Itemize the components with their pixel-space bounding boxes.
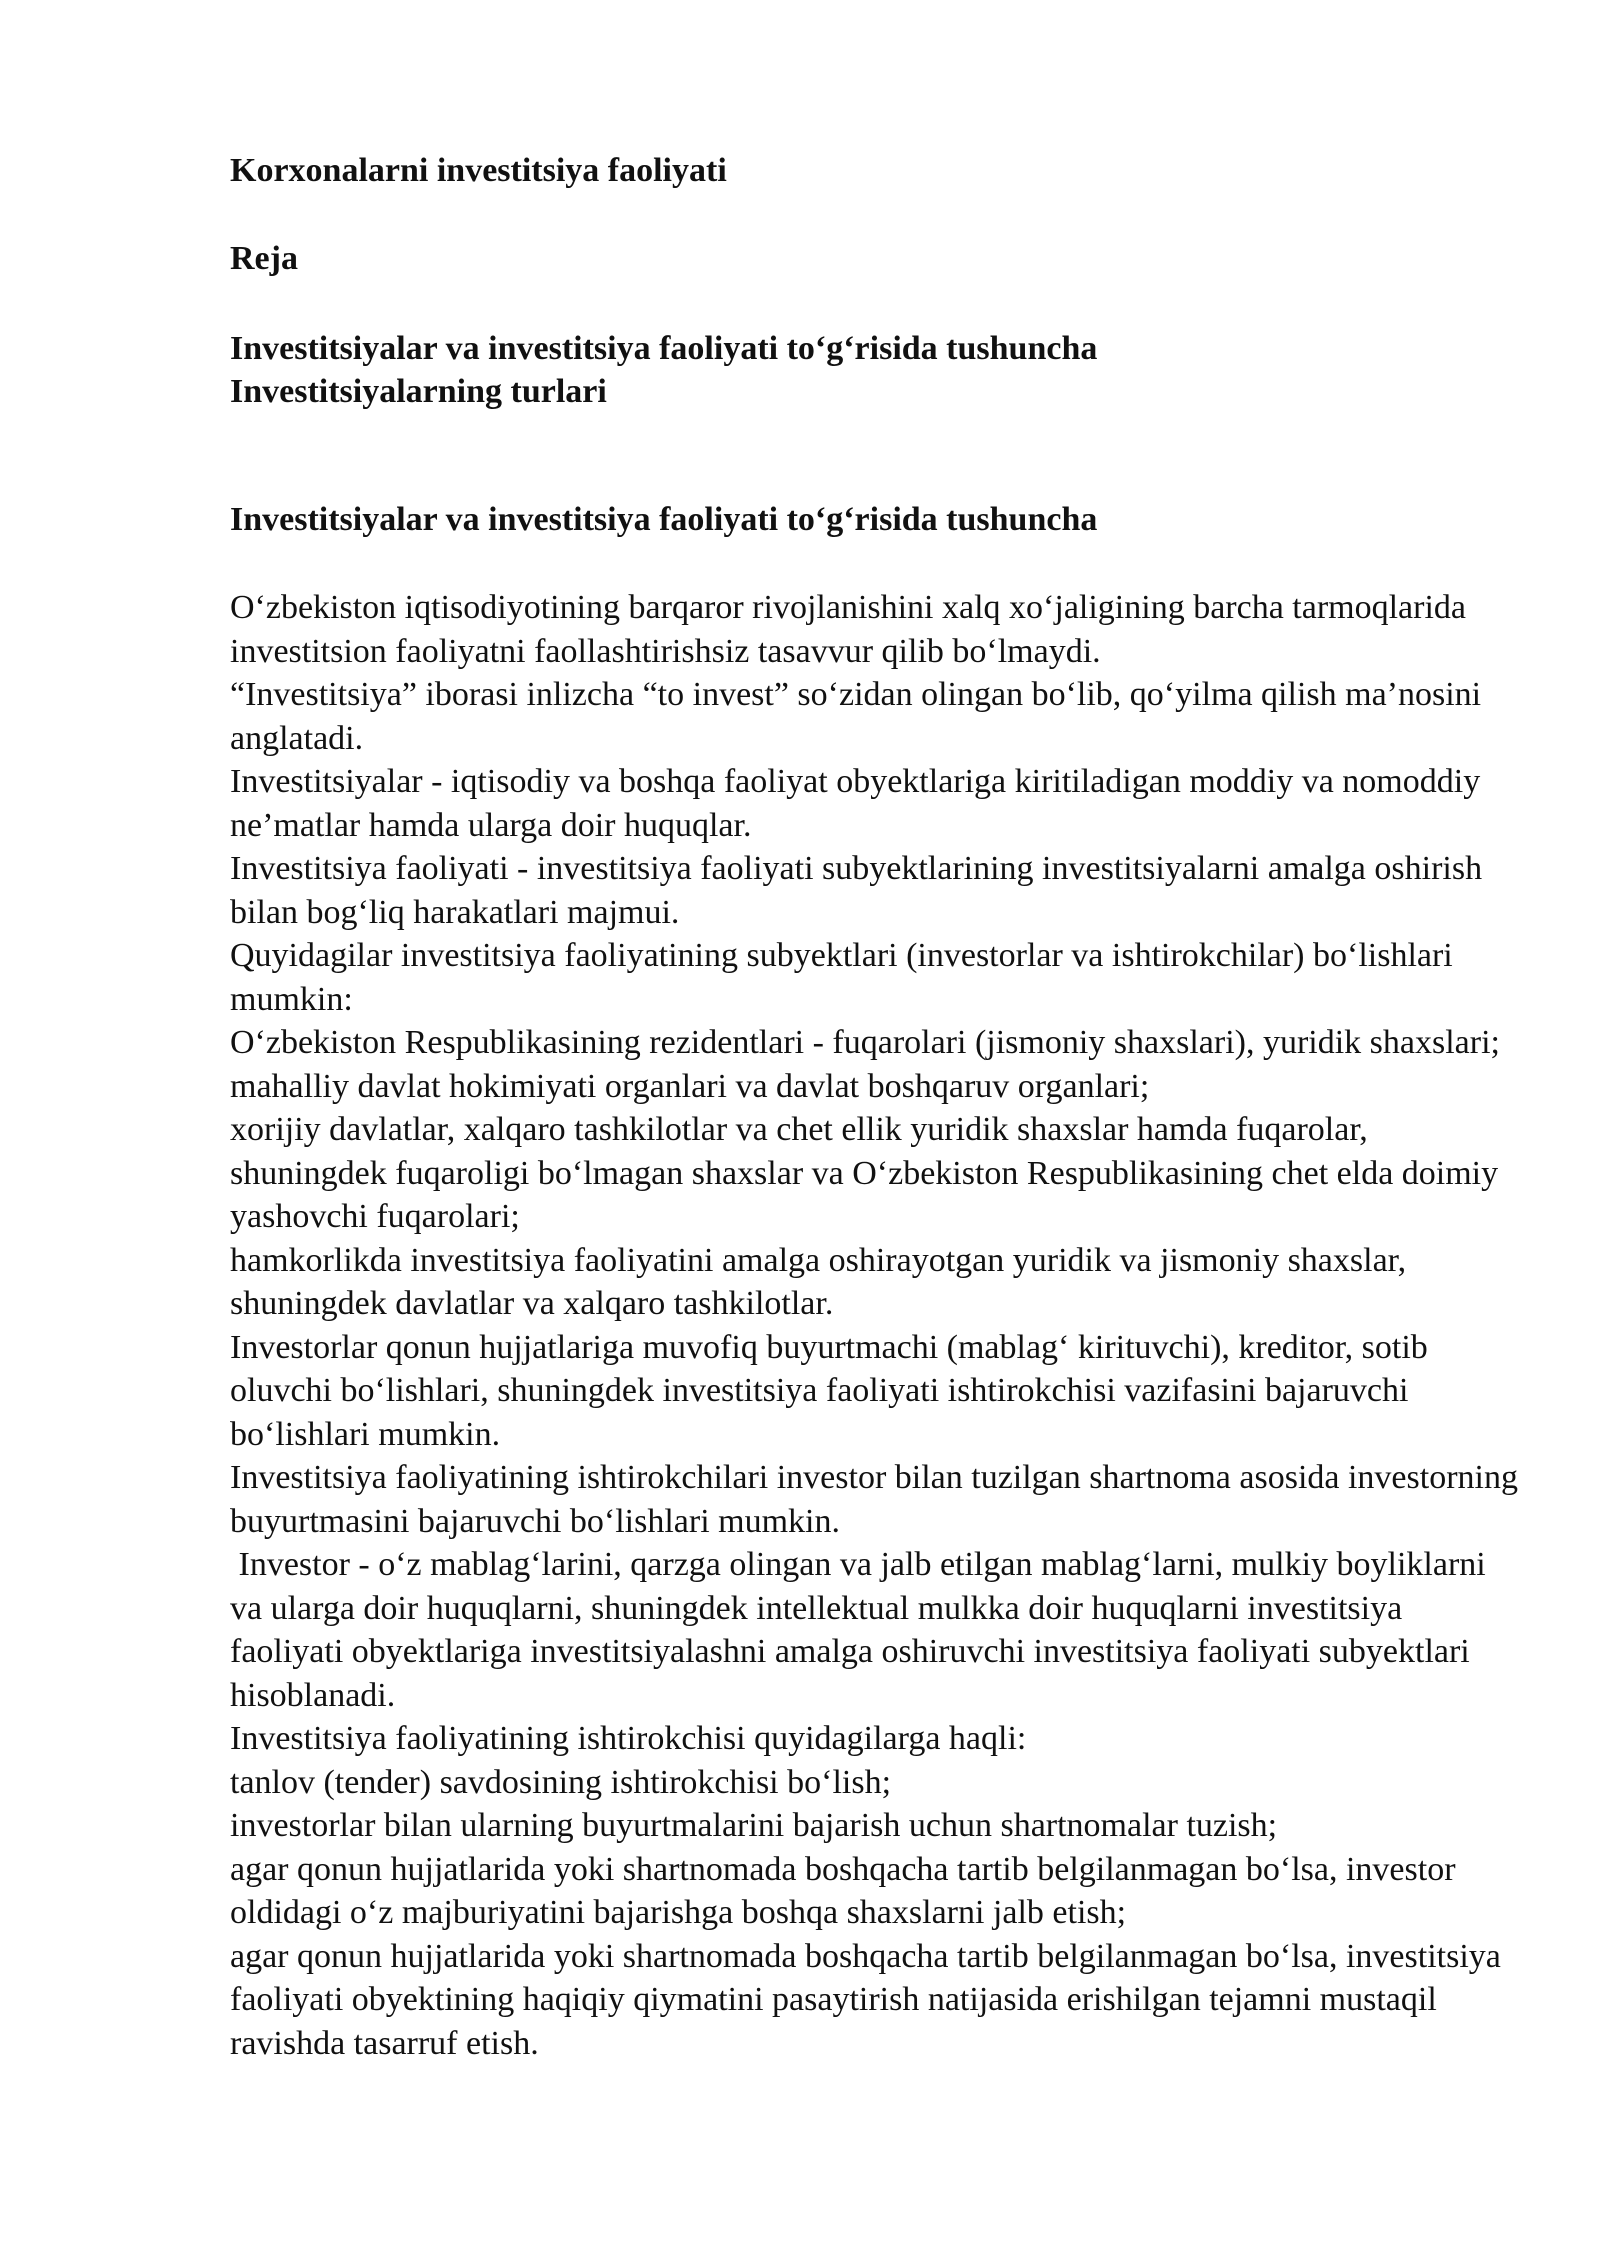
paragraph: tanlov (tender) savdosining ishtirokchisi bo‘lish;: [230, 1763, 892, 1801]
paragraph: Quyidagilar investitsiya faoliyatining subyektlari (investorlar va ishtirokchilar) bo‘lishlari mumkin:: [230, 937, 1462, 1018]
document-title: Korxonalarni investitsiya faoliyati: [230, 152, 727, 189]
paragraph: investorlar bilan ularning buyurtmalarini bajarish uchun shartnomalar tuzish;: [230, 1807, 1278, 1844]
paragraph: Investitsiya faoliyatining ishtirokchisi quyidagilarga haqli:: [230, 1720, 1027, 1757]
paragraph: Investitsiya faoliyati - investitsiya faoliyati subyektlarining investitsiyalarni amalga oshirish bilan bog‘liq harakatlari majmui.: [230, 850, 1491, 931]
paragraph: hamkorlikda investitsiya faoliyatini amalga oshirayotgan yuridik va jismoniy shaxslar, shuningdek davlatlar va xalqaro tashkilotlar.: [230, 1241, 1415, 1322]
paragraph: Investor - o‘z mablag‘larini, qarzga olingan va jalb etilgan mablag‘larni, mulkiy boyliklarni va ularga doir huquqlarni, shuningdek intellektual mulkka doir huquqlarni investitsiya faoliyati obyektlariga investitsiyalashni amalga oshiruvchi investitsiya faoliyati subyektlari hisoblanadi.: [230, 1546, 1495, 1714]
paragraph: agar qonun hujjatlarida yoki shartnomada boshqacha tartib belgilanmagan bo‘lsa, investitsiya faoliyati obyektining haqiqiy qiymatini pasaytirish natijasida erishilgan tejamni mustaqil ravishda tasarruf etish.: [230, 1937, 1510, 2062]
plan-item: Investitsiyalar va investitsiya faoliyati to‘g‘risida tushuncha: [230, 330, 1098, 367]
paragraph: Investitsiya faoliyatining ishtirokchilari investor bilan tuzilgan shartnoma asosida investorning buyurtmasini bajaruvchi bo‘lishlari mumkin.: [230, 1459, 1527, 1540]
section-heading: Investitsiyalar va investitsiya faoliyati to‘g‘risida tushuncha: [230, 501, 1098, 538]
paragraph: mahalliy davlat hokimiyati organlari va davlat boshqaruv organlari;: [230, 1067, 1150, 1105]
paragraph: “Investitsiya” iborasi inlizcha “to invest” so‘zidan olingan bo‘lib, qo‘yilma qilish ma’nosini anglatadi.: [230, 676, 1490, 757]
paragraph: Investitsiyalar - iqtisodiy va boshqa faoliyat obyektlariga kiritiladigan moddiy va nomoddiy ne’matlar hamda ularga doir huquqlar.: [230, 763, 1489, 844]
paragraph: Investorlar qonun hujjatlariga muvofiq buyurtmachi (mablag‘ kirituvchi), kreditor, sotib oluvchi bo‘lishlari, shuningdek investitsiya faoliyati ishtirokchisi vazifasini bajaruvchi bo‘lishlari mumkin.: [230, 1328, 1437, 1453]
paragraph: xorijiy davlatlar, xalqaro tashkilotlar va chet ellik yuridik shaxslar hamda fuqarolar, shuningdek fuqaroligi bo‘lmagan shaxslar va O‘zbekiston Respublikasining chet elda doimiy yashovchi fuqarolari;: [230, 1111, 1507, 1235]
paragraph: O‘zbekiston Respublikasining rezidentlari - fuqarolari (jismoniy shaxslari), yuridik shaxslari;: [230, 1024, 1500, 1061]
paragraph: agar qonun hujjatlarida yoki shartnomada boshqacha tartib belgilanmagan bo‘lsa, investor oldidagi o‘z majburiyatini bajarishga boshqa shaxslarni jalb etish;: [230, 1850, 1465, 1931]
paragraph: O‘zbekiston iqtisodiyotining barqaror rivojlanishini xalq xo‘jaligining barcha tarmoqlarida investitsion faoliyatni faollashtirishsiz tasavvur qilib bo‘lmaydi.: [230, 589, 1475, 670]
plan-heading: Reja: [230, 240, 298, 277]
plan-list: [230, 327, 1097, 413]
plan-item: Investitsiyalarning turlari: [230, 373, 607, 410]
body-text: [230, 586, 1527, 2065]
